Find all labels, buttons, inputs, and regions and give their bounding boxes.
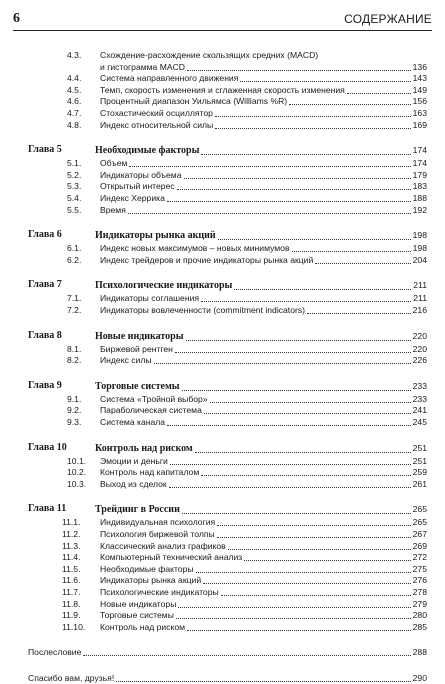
toc-entry-number: Глава 10: [28, 441, 67, 453]
toc-entry-title: Индивидуальная психология: [100, 517, 216, 528]
toc-entry-row: [0, 157, 445, 169]
toc-entry-page: 233: [412, 380, 427, 391]
toc-entry-title: Контроль над риском: [95, 442, 193, 454]
toc-entry-title: Новые индикаторы: [100, 598, 177, 609]
toc-entry-page: 169: [412, 119, 427, 130]
toc-entry-number: 11.9.: [62, 610, 81, 621]
toc-entry-row: [0, 180, 445, 192]
toc-entry-row: [0, 354, 445, 366]
toc-entry-page: 290: [412, 673, 427, 683]
dot-leader: [203, 582, 411, 584]
toc-entry-page: 174: [412, 158, 427, 169]
toc-section-row: [0, 672, 445, 684]
toc-entry-number: 11.3.: [62, 540, 81, 551]
dot-leader: [218, 238, 411, 240]
running-title: СОДЕРЖАНИЕ: [344, 12, 432, 26]
toc-entry-title: Индикаторы вовлеченности (commitment indicators): [100, 305, 305, 315]
dot-leader: [170, 463, 411, 465]
toc-entry-title: Система канала: [100, 417, 166, 427]
toc-entry-number: 6.2.: [67, 254, 82, 265]
toc-entry-number: 5.4.: [67, 193, 82, 203]
toc-chapter-row: [0, 330, 445, 342]
toc-entry-page: 163: [412, 108, 427, 118]
toc-entry-number: 10.1.: [67, 455, 87, 466]
toc-entry-row: [0, 61, 445, 73]
toc-entry-title: Темп, скорость изменения и сглаженная скорость изменения: [100, 84, 345, 95]
toc-entry-number: 7.1.: [67, 293, 82, 304]
toc-entry-number: 8.2.: [67, 355, 82, 366]
toc-entry-row: [0, 84, 445, 96]
toc-entry-title: Контроль над риском: [100, 621, 186, 632]
toc-entry-title: Индекс Херрика: [100, 193, 165, 203]
toc-entry-page: 220: [412, 343, 427, 354]
toc-entry-row: [0, 455, 445, 467]
toc-entry-title: Новые индикаторы: [95, 330, 184, 342]
toc-entry-row: [0, 49, 445, 61]
toc-entry-title: Компьютерный технический анализ: [100, 552, 243, 563]
dot-leader: [178, 606, 410, 608]
dot-leader: [182, 389, 411, 391]
toc-entry-title: и гистограмма MACD: [100, 61, 186, 72]
toc-entry-title: Психология биржевой толпы: [100, 529, 215, 539]
toc-entry-row: [0, 95, 445, 107]
toc-section-row: [0, 646, 445, 658]
toc-entry-page: 198: [412, 230, 427, 241]
toc-entry-title: Биржевой рентген: [100, 343, 173, 354]
toc-entry-number: 11.6.: [62, 575, 81, 586]
dot-leader: [176, 617, 411, 619]
dot-leader: [83, 654, 410, 656]
toc-entry-title: Индекс относительной силы: [100, 119, 214, 130]
toc-entry-title: Психологические индикаторы: [100, 587, 219, 597]
toc-entry-number: 5.2.: [67, 169, 82, 180]
toc-entry-number: 9.3.: [67, 417, 82, 427]
toc-chapter-row: [0, 229, 445, 241]
toc-entry-number: 4.6.: [67, 96, 82, 107]
toc-entry-page: 288: [412, 647, 427, 658]
toc-entry-title: Индикаторы рынка акций: [100, 575, 202, 586]
toc-entry-title: Послесловие: [28, 647, 82, 658]
toc-entry-title: Система направленного движения: [100, 73, 239, 84]
toc-entry-number: 11.8.: [62, 598, 81, 609]
toc-entry-row: [0, 107, 445, 119]
toc-entry-title: Психологические индикаторы: [95, 280, 233, 292]
toc-entry-page: 192: [412, 204, 427, 215]
toc-entry-page: 265: [412, 504, 427, 515]
toc-entry-page: 272: [412, 552, 427, 563]
toc-chapter-row: [0, 380, 445, 392]
dot-leader: [244, 559, 410, 561]
toc-entry-row: [0, 466, 445, 478]
toc-entry-number: 7.2.: [67, 305, 82, 315]
toc-entry-page: 276: [412, 575, 427, 586]
toc-entry-title: Индикаторы объема: [100, 169, 182, 180]
toc-entry-number: Глава 8: [28, 329, 62, 341]
toc-entry-number: 11.10.: [62, 621, 86, 632]
page-number: 6: [13, 11, 20, 26]
toc-entry-number: 11.4.: [62, 552, 81, 563]
dot-leader: [217, 536, 411, 538]
toc-entry-page: 261: [412, 478, 427, 489]
toc-entry-number: 11.5.: [62, 563, 81, 574]
toc-entry-title: Индекс силы: [100, 355, 152, 366]
toc-entry-page: 251: [412, 442, 427, 453]
dot-leader: [234, 288, 411, 290]
toc-entry-number: Глава 5: [28, 144, 62, 156]
dot-leader: [217, 524, 410, 526]
toc-entry-row: [0, 516, 445, 528]
toc-entry-row: [0, 478, 445, 490]
toc-entry-title: Индикаторы соглашения: [100, 293, 200, 304]
toc-entry-page: 275: [412, 563, 427, 574]
dot-leader: [167, 424, 411, 426]
toc-entry-page: 174: [412, 145, 427, 156]
toc-entry-page: 269: [412, 540, 427, 551]
toc-entry-title: Индекс новых максимумов – новых минимумов: [100, 243, 290, 254]
dot-leader: [128, 212, 411, 214]
toc-entry-title: Время: [100, 204, 126, 215]
toc-entry-number: 10.3.: [67, 478, 87, 489]
dot-leader: [289, 103, 411, 105]
toc-entry-row: [0, 169, 445, 181]
toc-entry-page: 226: [412, 355, 427, 366]
toc-entry-title: Объем: [100, 158, 128, 169]
toc-chapter-row: [0, 503, 445, 515]
toc-entry-page: 183: [412, 181, 427, 192]
toc-entry-number: Глава 11: [28, 503, 67, 515]
toc-entry-title: Контроль над капиталом: [100, 467, 200, 478]
toc-entry-page: 149: [412, 84, 427, 95]
dot-leader: [175, 351, 411, 353]
toc-entry-title: Классический анализ графиков: [100, 540, 226, 551]
toc-entry-page: 204: [412, 254, 427, 265]
toc-entry-page: 198: [412, 243, 427, 254]
toc-entry-number: 5.1.: [67, 158, 82, 169]
dot-leader: [347, 92, 411, 94]
toc-entry-row: [0, 192, 445, 204]
dot-leader: [201, 300, 411, 302]
toc-entry-page: 220: [412, 330, 427, 341]
toc-entry-row: [0, 254, 445, 266]
toc-entry-page: 211: [413, 280, 427, 291]
toc-entry-number: 5.5.: [67, 204, 82, 215]
dot-leader: [201, 474, 410, 476]
dot-leader: [167, 200, 411, 202]
toc-entry-page: 211: [413, 293, 427, 304]
toc-entry-title: Спасибо вам, друзья!: [28, 673, 115, 683]
toc-entry-title: Торговые системы: [100, 610, 174, 621]
toc-entry-page: 233: [412, 393, 427, 404]
dot-leader: [228, 548, 411, 550]
toc-entry-number: Глава 9: [28, 379, 62, 391]
toc-entry-number: 10.2.: [67, 467, 87, 478]
toc-entry-title: Схождение-расхождение скользящих средних (MACD): [100, 50, 319, 60]
dot-leader: [196, 571, 411, 573]
toc-chapter-row: [0, 442, 445, 454]
toc-entry-row: [0, 343, 445, 355]
toc-entry-row: [0, 204, 445, 216]
dot-leader: [187, 69, 411, 71]
toc-entry-page: 285: [412, 621, 427, 632]
toc-entry-page: 279: [412, 598, 427, 609]
toc-entry-page: 156: [412, 96, 427, 107]
dot-leader: [315, 262, 410, 264]
toc-entry-page: 251: [412, 455, 427, 466]
dot-leader: [186, 339, 411, 341]
toc-chapter-row: [0, 279, 445, 291]
dot-leader: [195, 451, 411, 453]
toc-entry-title: Эмоции и деньги: [100, 455, 168, 466]
toc-entry-title: Стохастический осциллятор: [100, 108, 213, 118]
toc-entry-page: 188: [412, 193, 427, 203]
toc-entry-page: 265: [412, 517, 427, 528]
toc-entry-title: Процентный диапазон Уильямса (Williams %R): [100, 96, 288, 107]
toc-entry-number: 4.8.: [67, 119, 82, 130]
dot-leader: [154, 362, 411, 364]
toc-entry-title: Необходимые факторы: [95, 145, 200, 157]
toc-entry-title: Открытый интерес: [100, 181, 175, 192]
dot-leader: [177, 188, 411, 190]
toc-entry-row: [0, 393, 445, 405]
toc-entry-row: [0, 528, 445, 540]
dot-leader: [182, 512, 411, 514]
toc-entry-page: 267: [412, 529, 427, 539]
toc-entry-page: 278: [412, 587, 427, 597]
toc-chapter-row: [0, 144, 445, 156]
dot-leader: [204, 412, 411, 414]
dot-leader: [169, 486, 411, 488]
toc-entry-number: 9.1.: [67, 393, 82, 404]
toc-entry-number: 6.1.: [67, 243, 82, 254]
toc-entry-title: Выход из сделок: [100, 478, 167, 489]
toc-entry-page: 245: [412, 417, 427, 427]
toc-entry-title: Параболическая система: [100, 405, 202, 416]
toc-entry-row: [0, 574, 445, 586]
dot-leader: [210, 401, 411, 403]
dot-leader: [201, 153, 410, 155]
toc-entry-number: 9.2.: [67, 405, 82, 416]
toc-entry-title: Трейдинг в России: [95, 504, 180, 516]
toc-entry-number: Глава 6: [28, 229, 62, 241]
dot-leader: [292, 250, 411, 252]
toc-entry-row: [0, 598, 445, 610]
toc-entry-number: 11.1.: [62, 517, 81, 528]
dot-leader: [184, 177, 411, 179]
dot-leader: [215, 115, 411, 117]
dot-leader: [116, 680, 410, 682]
toc-entry-title: Индекс трейдеров и прочие индикаторы рынка акций: [100, 254, 314, 265]
dot-leader: [129, 165, 410, 167]
toc-entry-page: 241: [412, 405, 427, 416]
toc-entry-row: [0, 586, 445, 598]
toc-entry-number: Глава 7: [28, 279, 62, 291]
dot-leader: [215, 127, 410, 129]
toc-entry-row: [0, 563, 445, 575]
toc-entry-row: [0, 551, 445, 563]
toc-entry-row: [0, 609, 445, 621]
toc-entry-title: Индикаторы рынка акций: [95, 230, 216, 242]
toc-entry-number: 11.2.: [62, 529, 81, 539]
toc-entry-page: 259: [412, 467, 427, 478]
toc-entry-number: 11.7.: [62, 587, 81, 597]
toc-entry-row: [0, 292, 445, 304]
toc-entry-row: [0, 119, 445, 131]
dot-leader: [187, 629, 411, 631]
toc-entry-number: 8.1.: [67, 343, 82, 354]
toc-entry-row: [0, 416, 445, 428]
toc-entry-number: 4.3.: [67, 50, 82, 60]
toc-entry-page: 280: [412, 610, 427, 621]
toc-entry-number: 4.4.: [67, 73, 82, 84]
toc-entry-row: [0, 304, 445, 316]
toc-entry-row: [0, 621, 445, 633]
dot-leader: [221, 594, 411, 596]
toc-entry-title: Торговые системы: [95, 380, 180, 392]
toc-entry-title: Система «Тройной выбор»: [100, 393, 208, 404]
toc-entry-number: 5.3.: [67, 181, 82, 192]
toc-entry-row: [0, 404, 445, 416]
toc-entry-row: [0, 72, 445, 84]
toc-entry-page: 143: [412, 73, 427, 84]
toc-entry-page: 136: [412, 61, 427, 72]
toc-entry-page: 179: [412, 169, 427, 180]
toc-entry-row: [0, 242, 445, 254]
toc-entry-title: Необходимые факторы: [100, 563, 194, 574]
toc-entry-number: 4.5.: [67, 84, 82, 95]
dot-leader: [240, 80, 410, 82]
toc-entry-page: 216: [412, 305, 427, 315]
dot-leader: [307, 312, 411, 314]
toc-entry-row: [0, 540, 445, 552]
toc-entry-number: 4.7.: [67, 108, 82, 118]
